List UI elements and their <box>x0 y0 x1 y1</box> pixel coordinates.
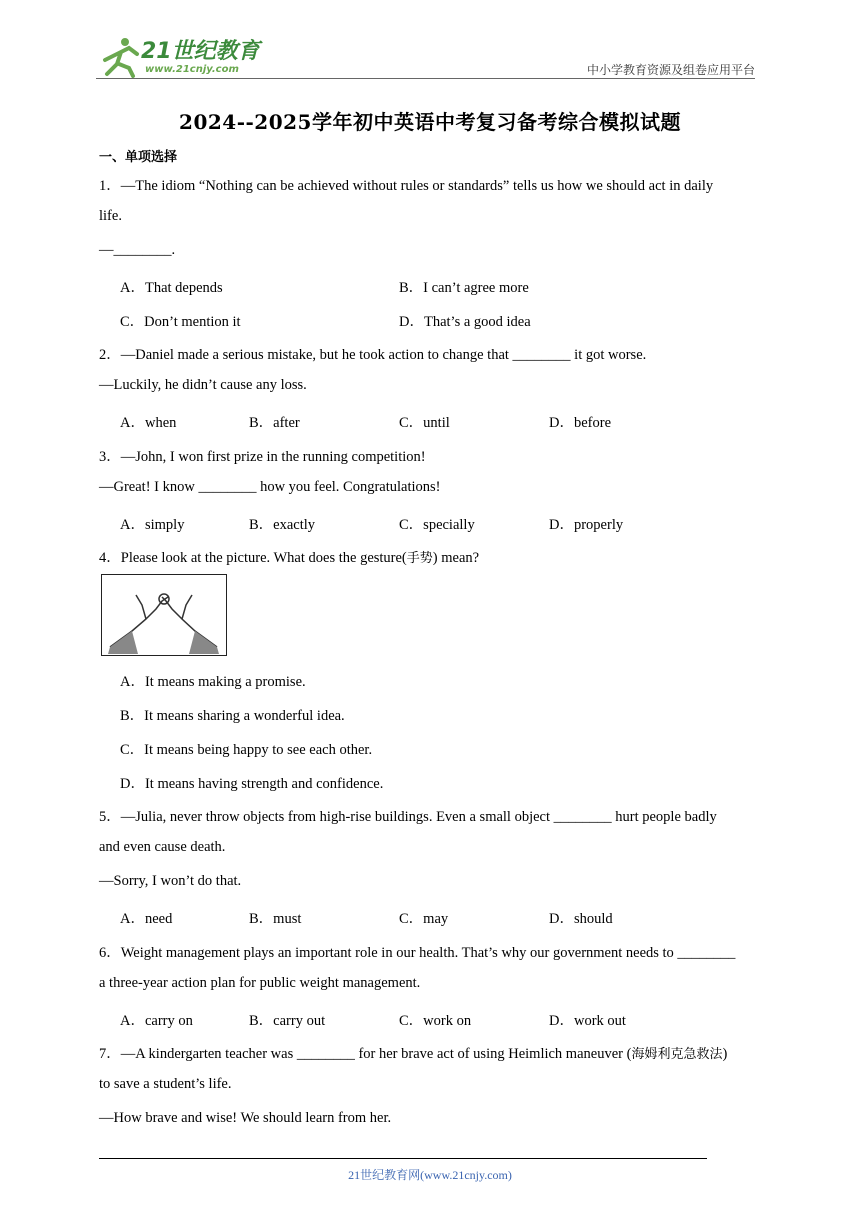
section-heading: 一、单项选择 <box>99 150 178 165</box>
question-5-response: —Sorry, I won’t do that. <box>99 873 242 889</box>
question-3-response: —Great! I know ________ how you feel. Congratulations! <box>99 479 441 495</box>
question-6-stem-cont: a three-year action plan for public weight management. <box>99 975 421 991</box>
question-2-option-a: A．when <box>120 415 177 431</box>
question-5-option-c: C．may <box>399 911 449 927</box>
header-tagline: 中小学教育资源及组卷应用平台 <box>586 63 755 77</box>
header-divider <box>96 78 755 79</box>
logo-url: www.21cnjy.com <box>145 64 239 75</box>
runner-icon <box>105 38 137 76</box>
question-3-option-d: D．properly <box>549 517 624 533</box>
logo <box>95 34 265 78</box>
question-5-stem: 5．—Julia, never throw objects from high-rise buildings. Even a small object ________ hurt people badly <box>99 809 717 825</box>
question-3-option-a: A．simply <box>120 517 185 533</box>
question-3-option-c: C．specially <box>399 517 475 533</box>
question-6-stem: 6．Weight management plays an important role in our health. That’s why our government needs to ________ <box>99 945 736 961</box>
question-2-option-d: D．before <box>549 415 612 431</box>
question-4-option-a: A．It means making a promise. <box>120 674 306 690</box>
footer-divider <box>99 1158 707 1159</box>
question-6-option-d: D．work out <box>549 1013 626 1029</box>
question-5-option-b: B．must <box>249 911 302 927</box>
question-6-option-c: C．work on <box>399 1013 472 1029</box>
question-1-option-b: B．I can’t agree more <box>399 280 529 296</box>
question-4-option-c: C．It means being happy to see each other. <box>120 742 373 758</box>
question-7-stem: 7．—A kindergarten teacher was ________ for her brave act of using Heimlich maneuver (海姆利克急救法) <box>99 1046 728 1062</box>
question-7-response: —How brave and wise! We should learn from her. <box>99 1110 392 1126</box>
question-1-response: —________. <box>99 242 176 258</box>
question-7-stem-cont: to save a student’s life. <box>99 1076 232 1092</box>
question-2-response: —Luckily, he didn’t cause any loss. <box>99 377 307 393</box>
question-3-stem: 3．—John, I won first prize in the running competition! <box>99 449 426 465</box>
question-1-stem-cont: life. <box>99 208 122 224</box>
question-5-stem-cont: and even cause death. <box>99 839 226 855</box>
question-1-option-a: A．That depends <box>120 280 223 296</box>
question-2-option-b: B．after <box>249 415 300 431</box>
question-4-option-d: D．It means having strength and confidence. <box>120 776 384 792</box>
question-5-option-a: A．need <box>120 911 173 927</box>
question-5-option-d: D．should <box>549 911 613 927</box>
question-1-option-c: C．Don’t mention it <box>120 314 241 330</box>
question-3-option-b: B．exactly <box>249 517 316 533</box>
question-1-stem: 1．—The idiom “Nothing can be achieved without rules or standards” tells us how we should act in daily <box>99 178 714 194</box>
pinky-promise-image <box>101 574 227 656</box>
question-6-option-a: A．carry on <box>120 1013 193 1029</box>
page-title: 2024--2025学年初中英语中考复习备考综合模拟试题 <box>179 110 681 134</box>
question-4-option-b: B．It means sharing a wonderful idea. <box>120 708 345 724</box>
question-2-option-c: C．until <box>399 415 450 431</box>
question-1-option-d: D．That’s a good idea <box>399 314 531 330</box>
footer-link[interactable]: 21世纪教育网(www.21cnjy.com) <box>348 1168 512 1182</box>
question-6-option-b: B．carry out <box>249 1013 326 1029</box>
hands-gesture-icon <box>102 575 225 654</box>
question-2-stem: 2．—Daniel made a serious mistake, but he took action to change that ________ it got worse. <box>99 347 647 363</box>
logo-text: 21世纪教育 <box>141 39 260 64</box>
question-4-stem: 4．Please look at the picture. What does the gesture(手势) mean? <box>99 550 480 566</box>
